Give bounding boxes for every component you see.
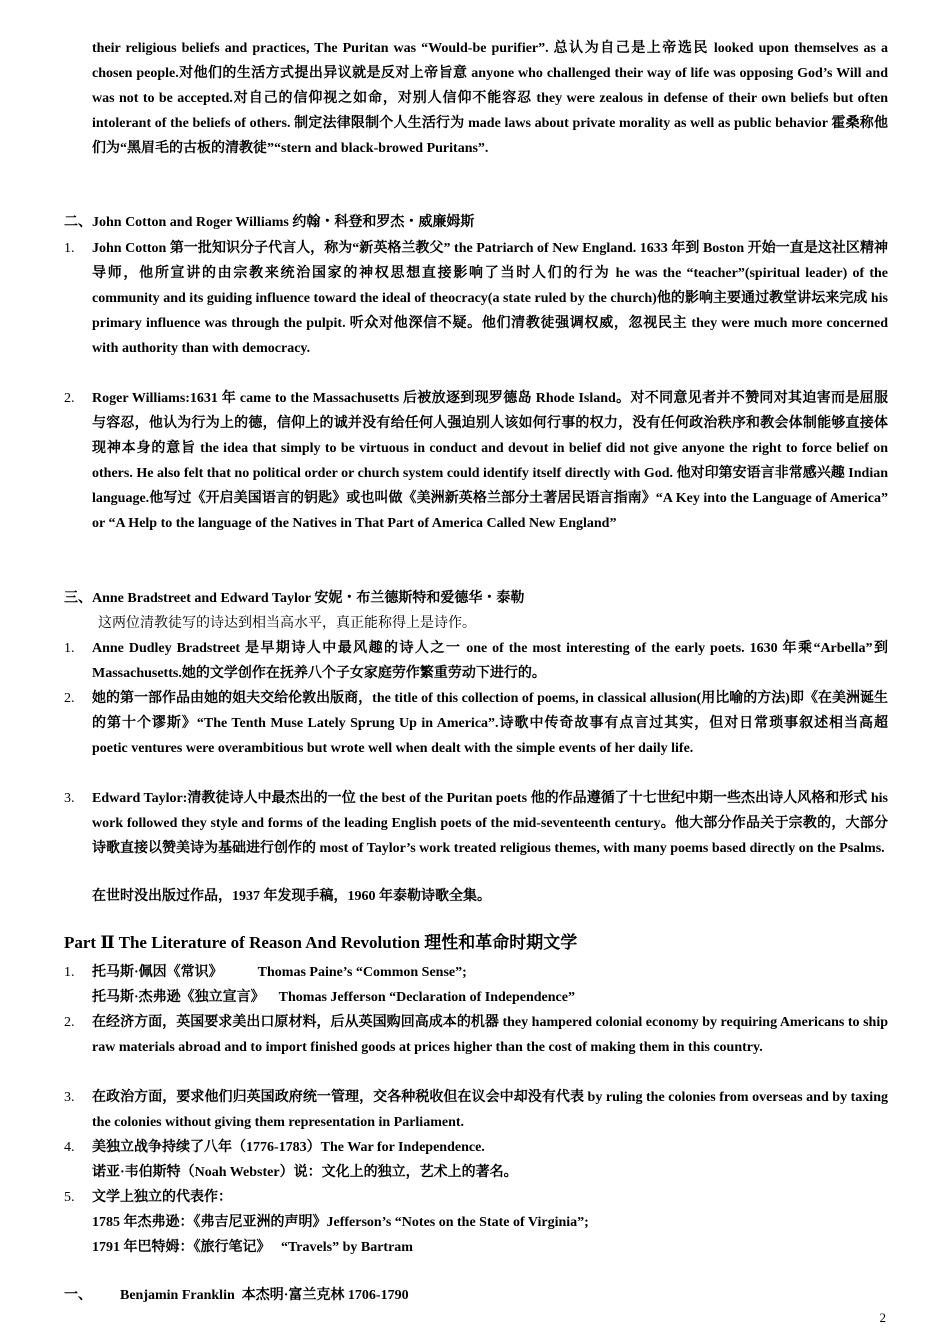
section-intro: 这两位清教徒写的诗达到相当高水平，真正能称得上是诗作。 <box>98 616 476 631</box>
intro-paragraph <box>92 36 888 161</box>
list-number: 1. <box>64 241 75 256</box>
list-item-williams: Roger Williams:1631 年 came to the Massachusetts 后被放逐到现罗德岛 Rhode Island。对不同意见者并不赞同对其迫害而是屈服与容忍，他认为行为上的德，信仰上的诚并没有给任何人强迫别人该如何行事的权力，没有任何政治秩序和教会体制能够直接体现神本身的意旨 the idea that simply to be virtuous in conduct and devout in belief did not give anyone the right to force belief on others. He also felt that no political order or church system could identify itself directly with God. 他对印第安语言非常感兴趣 Indian language.他写过《开启美国语言的钥匙》或也叫做《美洲新英格兰部分土著居民语言指南》“A Key into the Language of America” or “A Help to the language of the Natives in That Part of America Called New England” <box>92 391 888 531</box>
list-item-cotton: John Cotton 第一批知识分子代言人，称为“新英格兰教父” the Patriarch of New England. 1633 年到 Boston 开始一直是这社区精神导师，他所宣讲的由宗教来统治国家的神权思想直接影响了当时人们的行为 he was the “teacher”(spiritual leader) of the community and its guiding influence toward the ideal of theocracy(a state ruled by the church)他的影响主要通过教堂讲坛来完成 his primary influence was through the pulpit. 听众对他深信不疑。他们清教徒强调权威，忽视民主 they were much more concerned with authority than with democracy. <box>92 241 888 356</box>
list-item-webster: 诺亚·韦伯斯特（Noah Webster）说：文化上的独立，艺术上的著名。 <box>92 1165 518 1180</box>
list-number: 2. <box>64 1015 75 1030</box>
list-number: 1. <box>64 965 75 980</box>
section-heading-cotton-williams: 二、John Cotton and Roger Williams 约翰・科登和罗杰・威廉姆斯 <box>64 215 475 230</box>
list-item-bartram: 1791 年巴特姆：《旅行笔记》 “Travels” by Bartram <box>92 1240 413 1255</box>
list-item-jefferson-notes: 1785 年杰弗逊：《弗吉尼亚洲的声明》Jefferson’s “Notes on the State of Virginia”; <box>92 1215 589 1230</box>
page-number: 2 <box>879 1310 886 1325</box>
list-number: 3. <box>64 1090 75 1105</box>
list-item-works: 文学上独立的代表作： <box>92 1190 232 1205</box>
list-item-declaration: 托马斯·杰弗逊《独立宣言》 Thomas Jefferson “Declaration of Independence” <box>92 990 575 1005</box>
list-number: 1. <box>64 641 75 656</box>
list-number: 2. <box>64 391 75 406</box>
list-item-war: 美独立战争持续了八年（1776-1783）The War for Independence. <box>92 1140 485 1155</box>
list-number: 2. <box>64 691 75 706</box>
section-heading-bradstreet-taylor: 三、Anne Bradstreet and Edward Taylor 安妮・布兰德斯特和爱德华・泰勒 <box>64 591 525 606</box>
list-item-taylor: Edward Taylor:清教徒诗人中最杰出的一位 the best of the Puritan poets 他的作品遵循了十七世纪中期一些杰出诗人风格和形式 his work followed they style and forms of the leading English poets of the mid-seventeenth century。他大部分作品关于宗教的，大部分诗歌直接以赞美诗为基础进行创作的 most of Taylor’s work treated religious themes, with many poems based directly on the Psalms. <box>92 791 888 856</box>
section-heading-franklin: 一、 Benjamin Franklin 本杰明·富兰克林 1706-1790 <box>64 1288 409 1303</box>
list-item-politics: 在政治方面，要求他们归英国政府统一管理，交各种税收但在议会中却没有代表 by ruling the colonies from overseas and by taxing the colonies without giving them representation in Parliament. <box>92 1090 888 1130</box>
list-item-taylor-note: 在世时没出版过作品，1937 年发现手稿，1960 年泰勒诗歌全集。 <box>92 889 491 904</box>
list-item-economy: 在经济方面，英国要求美出口原材料，后从英国购回高成本的机器 they hampered colonial economy by requiring Americans to ship raw materials abroad and to import finished goods at prices higher than the cost of making them in this country. <box>92 1015 888 1055</box>
list-number: 3. <box>64 791 75 806</box>
list-number: 5. <box>64 1190 75 1205</box>
list-item-bradstreet: Anne Dudley Bradstreet 是早期诗人中最风趣的诗人之一 one of the most interesting of the early poets. 1630 年乘“Arbella”到 Massachusetts.她的文学创作在抚养八个子女家庭劳作繁重劳动下进行的。 <box>92 641 888 681</box>
part-heading: Part Ⅱ The Literature of Reason And Revolution 理性和革命时期文学 <box>64 933 578 952</box>
intro-text: their religious beliefs and practices, The Puritan was “Would-be purifier”. 总认为自己是上帝选民 looked upon themselves as a chosen people.对他们的生活方式提出异议就是反对上帝旨意 anyone who challenged their way of life was opposing God’s Will and was not to be accepted.对自己的信仰视之如命，对别人信仰不能容忍 they were zealous in defense of their own beliefs but often intolerant of the beliefs of others. 制定法律限制个人生活行为 made laws about private morality as well as public behavior 霍桑称他们为“黑眉毛的古板的清教徒”“stern and black-browed Puritans”. <box>92 41 888 156</box>
list-item-common-sense: 托马斯·佩因《常识》 Thomas Paine’s “Common Sense”; <box>92 965 467 980</box>
list-item-tenth-muse: 她的第一部作品由她的姐夫交给伦敦出版商，the title of this collection of poems, in classical allusion(用比喻的方法)即《在美洲诞生的第十个谬斯》“The Tenth Muse Lately Sprung Up in America”.诗歌中传奇故事有点言过其实，但对日常琐事叙述相当高超 poetic ventures were overambitious but wrote well when dealt with the simple events of her daily life. <box>92 691 888 756</box>
list-number: 4. <box>64 1140 75 1155</box>
